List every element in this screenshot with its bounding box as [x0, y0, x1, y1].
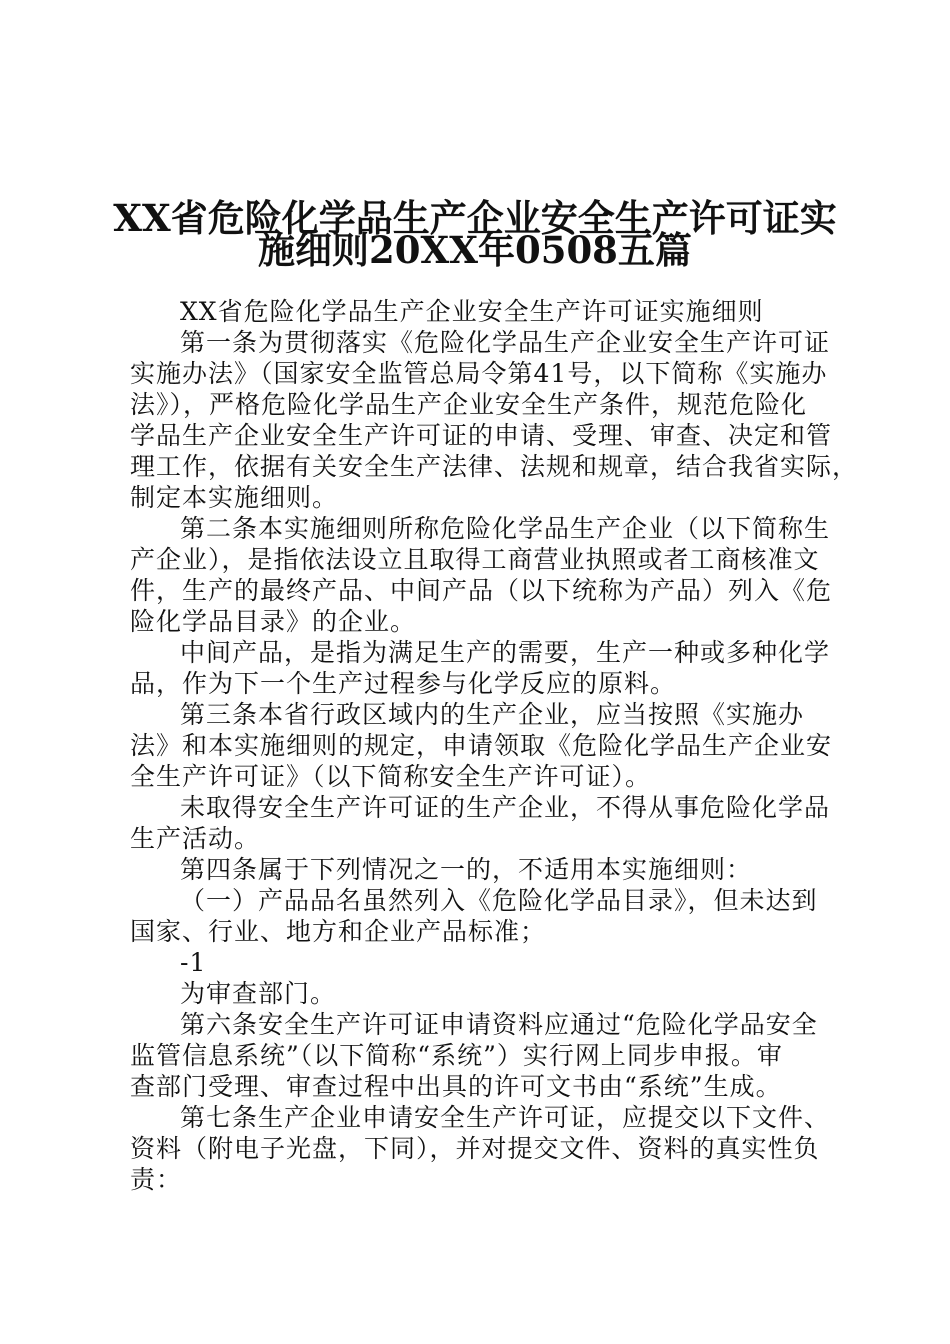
body-line: 全生产许可证》（以下简称安全生产许可证）。	[130, 762, 652, 791]
body-line: 险化学品目录》的企业。	[130, 607, 417, 636]
body-line: 第二条本实施细则所称危险化学品生产企业（以下简称生	[180, 514, 831, 543]
document-title-line-2: 施细则20XX年0508五篇	[258, 228, 692, 272]
body-line: 法》），严格危险化学品生产企业安全生产条件，规范危险化	[130, 390, 808, 419]
body-line: 第三条本省行政区域内的生产企业，应当按照《实施办	[180, 700, 805, 729]
body-line: 未取得安全生产许可证的生产企业，不得从事危险化学品	[180, 793, 831, 822]
body-line: （一）产品品名虽然列入《危险化学品目录》，但未达到	[180, 886, 818, 915]
body-line: 法》和本实施细则的规定，申请领取《危险化学品生产企业安	[130, 731, 833, 760]
document-title-line-1: XX省危险化学品生产企业安全生产许可证实	[113, 196, 837, 240]
body-line: 学品生产企业安全生产许可证的申请、受理、审查、决定和管	[130, 421, 833, 450]
body-line: 资料（附电子光盘，下同），并对提交文件、资料的真实性负	[130, 1134, 820, 1163]
page-number: -1	[180, 948, 207, 977]
body-line: 第四条属于下列情况之一的，不适用本实施细则：	[180, 855, 753, 884]
body-line: 制定本实施细则。	[130, 483, 339, 512]
body-line: 第一条为贯彻落实《危险化学品生产企业安全生产许可证	[180, 328, 831, 357]
subtitle-line: XX省危险化学品生产企业安全生产许可证实施细则	[180, 297, 764, 326]
body-line: 国家、行业、地方和企业产品标准；	[130, 917, 547, 946]
body-line: 件，生产的最终产品、中间产品（以下统称为产品）列入《危	[130, 576, 833, 605]
body-line: 监管信息系统”（以下简称“系统”）实行网上同步申报。审	[130, 1041, 783, 1070]
body-line: 产企业），是指依法设立且取得工商营业执照或者工商核准文	[130, 545, 820, 574]
body-line: 为审查部门。	[180, 979, 337, 1008]
body-line: 责：	[130, 1165, 183, 1194]
body-line: 理工作，依据有关安全生产法律、法规和规章，结合我省实际，	[130, 452, 859, 481]
body-line: 第七条生产企业申请安全生产许可证，应提交以下文件、	[180, 1103, 831, 1132]
body-line: 查部门受理、审查过程中出具的许可文书由“系统”生成。	[130, 1072, 782, 1101]
body-line: 第六条安全生产许可证申请资料应通过“危险化学品安全	[180, 1010, 818, 1039]
body-line: 品，作为下一个生产过程参与化学反应的原料。	[130, 669, 677, 698]
body-line: 生产活动。	[130, 824, 261, 853]
body-line: 实施办法》（国家安全监管总局令第41号，以下简称《实施办	[130, 359, 828, 388]
body-line: 中间产品，是指为满足生产的需要，生产一种或多种化学	[180, 638, 831, 667]
